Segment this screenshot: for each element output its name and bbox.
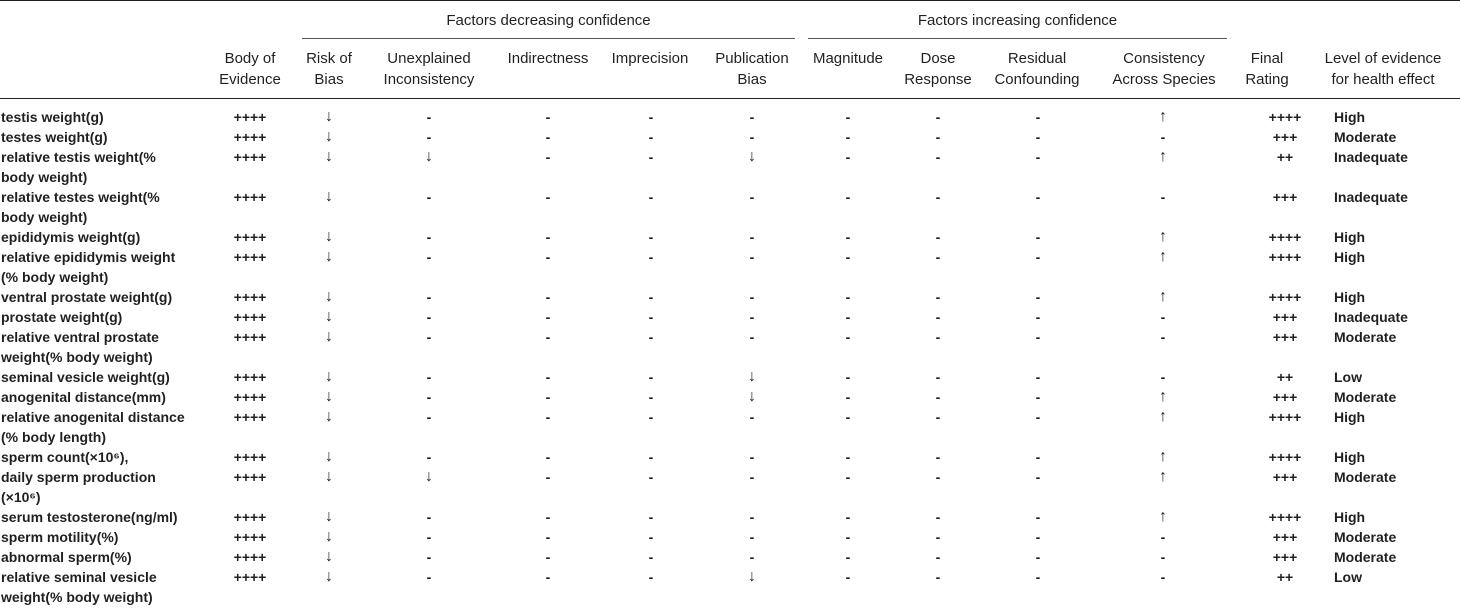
imprecision-cell: -	[648, 469, 654, 485]
table-row	[0, 447, 1460, 467]
risk-of-bias-cell: ↓	[325, 528, 333, 545]
residual-confounding-cell: -	[1035, 509, 1041, 525]
magnitude-cell: -	[845, 289, 851, 305]
outcome-name-cell	[0, 327, 210, 367]
publication-bias-cell: -	[749, 529, 755, 545]
level-of-evidence-cell: High	[1334, 509, 1366, 525]
consistency-across-species-cell: ↑	[1159, 448, 1167, 465]
risk-of-bias-cell: ↓	[325, 108, 333, 125]
unexplained-inconsistency-cell: -	[426, 409, 432, 425]
final-rating-cell: ++	[1276, 569, 1294, 585]
outcome-name-line: prostate weight(g)	[1, 309, 123, 325]
indirectness-cell: -	[545, 149, 551, 165]
publication-bias-cell: -	[749, 309, 755, 325]
publication-bias-cell: -	[749, 229, 755, 245]
outcome-name-line: (% body weight)	[1, 269, 109, 285]
indirectness-cell: -	[545, 369, 551, 385]
level-of-evidence-cell: High	[1334, 109, 1366, 125]
evidence-table-body	[0, 107, 1460, 607]
final-rating-cell: ++++	[1268, 109, 1302, 125]
header-magnitude: Magnitude	[812, 50, 884, 67]
publication-bias-cell: -	[749, 509, 755, 525]
level-of-evidence-cell: High	[1334, 229, 1366, 245]
indirectness-cell: -	[545, 469, 551, 485]
risk-of-bias-cell: ↓	[325, 248, 333, 265]
publication-bias-cell: -	[749, 129, 755, 145]
final-rating-cell: ++++	[1268, 229, 1302, 245]
decreasing-group-rule	[302, 38, 795, 39]
body-of-evidence-cell: ++++	[233, 469, 267, 485]
indirectness-cell: -	[545, 249, 551, 265]
consistency-across-species-cell: ↑	[1159, 248, 1167, 265]
imprecision-cell: -	[648, 329, 654, 345]
outcome-name-line: serum testosterone(ng/ml)	[1, 509, 178, 525]
unexplained-inconsistency-cell: -	[426, 129, 432, 145]
indirectness-cell: -	[545, 529, 551, 545]
unexplained-inconsistency-cell: -	[426, 569, 432, 585]
imprecision-cell: -	[648, 409, 654, 425]
consistency-across-species-cell: ↑	[1159, 408, 1167, 425]
level-of-evidence-cell: High	[1334, 249, 1366, 265]
indirectness-cell: -	[545, 449, 551, 465]
final-rating-cell: ++++	[1268, 449, 1302, 465]
publication-bias-cell: ↓	[748, 568, 756, 585]
risk-of-bias-cell: ↓	[325, 228, 333, 245]
imprecision-cell: -	[648, 289, 654, 305]
publication-bias-cell: -	[749, 189, 755, 205]
unexplained-inconsistency-cell: -	[426, 309, 432, 325]
unexplained-inconsistency-cell: -	[426, 549, 432, 565]
body-of-evidence-cell: ++++	[233, 329, 267, 345]
outcome-name-cell	[0, 527, 210, 547]
consistency-across-species-cell: ↑	[1159, 288, 1167, 305]
indirectness-cell: -	[545, 129, 551, 145]
magnitude-cell: -	[845, 129, 851, 145]
body-of-evidence-cell: ++++	[233, 249, 267, 265]
risk-of-bias-cell: ↓	[325, 388, 333, 405]
dose-response-cell: -	[935, 329, 941, 345]
outcome-name-line: (% body length)	[1, 429, 106, 445]
unexplained-inconsistency-cell: ↓	[425, 148, 433, 165]
final-rating-cell: +++	[1272, 189, 1298, 205]
final-rating-cell: ++++	[1268, 249, 1302, 265]
final-rating-cell: ++++	[1268, 509, 1302, 525]
final-rating-cell: +++	[1272, 549, 1298, 565]
final-rating-cell: +++	[1272, 469, 1298, 485]
magnitude-cell: -	[845, 529, 851, 545]
indirectness-cell: -	[545, 389, 551, 405]
risk-of-bias-cell: ↓	[325, 548, 333, 565]
consistency-across-species-cell: -	[1160, 189, 1166, 205]
final-rating-cell: +++	[1272, 389, 1298, 405]
residual-confounding-cell: -	[1035, 289, 1041, 305]
magnitude-cell: -	[845, 469, 851, 485]
level-of-evidence-cell: Moderate	[1334, 529, 1397, 545]
outcome-name-line: abnormal sperm(%)	[1, 549, 132, 565]
consistency-across-species-cell: -	[1160, 529, 1166, 545]
table-row	[0, 467, 1460, 507]
dose-response-cell: -	[935, 409, 941, 425]
outcome-name-line: daily sperm production	[1, 469, 156, 485]
outcome-name-cell	[0, 227, 210, 247]
dose-response-cell: -	[935, 149, 941, 165]
magnitude-cell: -	[845, 109, 851, 125]
unexplained-inconsistency-cell: -	[426, 529, 432, 545]
residual-confounding-cell: -	[1035, 129, 1041, 145]
publication-bias-cell: ↓	[748, 368, 756, 385]
header-bottom-rule	[0, 98, 1460, 99]
body-of-evidence-cell: ++++	[233, 449, 267, 465]
level-of-evidence-cell: Moderate	[1334, 329, 1397, 345]
table-row	[0, 147, 1460, 187]
residual-confounding-cell: -	[1035, 409, 1041, 425]
publication-bias-cell: -	[749, 329, 755, 345]
risk-of-bias-cell: ↓	[325, 128, 333, 145]
outcome-name-line: body weight)	[1, 169, 88, 185]
level-of-evidence-cell: High	[1334, 409, 1366, 425]
level-of-evidence-cell: High	[1334, 449, 1366, 465]
imprecision-cell: -	[648, 389, 654, 405]
outcome-name-line: weight(% body weight)	[1, 349, 153, 365]
group-title-increasing: Factors increasing confidence	[917, 12, 1118, 29]
body-of-evidence-cell: ++++	[233, 369, 267, 385]
header-publication-bias: Publication Bias	[715, 50, 789, 88]
outcome-name-cell	[0, 247, 210, 287]
level-of-evidence-cell: Moderate	[1334, 549, 1397, 565]
outcome-name-cell	[0, 127, 210, 147]
outcome-name-line: testis weight(g)	[1, 109, 104, 125]
table-row	[0, 327, 1460, 367]
table-row	[0, 527, 1460, 547]
dose-response-cell: -	[935, 129, 941, 145]
body-of-evidence-cell: ++++	[233, 389, 267, 405]
residual-confounding-cell: -	[1035, 309, 1041, 325]
magnitude-cell: -	[845, 369, 851, 385]
outcome-name-line: epididymis weight(g)	[1, 229, 141, 245]
consistency-across-species-cell: ↑	[1159, 148, 1167, 165]
magnitude-cell: -	[845, 389, 851, 405]
publication-bias-cell: -	[749, 449, 755, 465]
unexplained-inconsistency-cell: -	[426, 109, 432, 125]
magnitude-cell: -	[845, 249, 851, 265]
residual-confounding-cell: -	[1035, 249, 1041, 265]
consistency-across-species-cell: ↑	[1159, 508, 1167, 525]
consistency-across-species-cell: -	[1160, 329, 1166, 345]
header-residual-confounding: Residual Confounding	[994, 50, 1080, 88]
magnitude-cell: -	[845, 569, 851, 585]
outcome-name-line: relative testes weight(%	[1, 189, 160, 205]
dose-response-cell: -	[935, 529, 941, 545]
outcome-name-cell	[0, 287, 210, 307]
body-of-evidence-cell: ++++	[233, 549, 267, 565]
publication-bias-cell: -	[749, 469, 755, 485]
level-of-evidence-cell: Moderate	[1334, 469, 1397, 485]
publication-bias-cell: -	[749, 409, 755, 425]
publication-bias-cell: -	[749, 289, 755, 305]
magnitude-cell: -	[845, 329, 851, 345]
risk-of-bias-cell: ↓	[325, 188, 333, 205]
unexplained-inconsistency-cell: -	[426, 369, 432, 385]
indirectness-cell: -	[545, 509, 551, 525]
indirectness-cell: -	[545, 329, 551, 345]
body-of-evidence-cell: ++++	[233, 189, 267, 205]
consistency-across-species-cell: -	[1160, 569, 1166, 585]
outcome-name-line: body weight)	[1, 209, 88, 225]
table-row	[0, 287, 1460, 307]
residual-confounding-cell: -	[1035, 469, 1041, 485]
consistency-across-species-cell: -	[1160, 309, 1166, 325]
table-row	[0, 307, 1460, 327]
body-of-evidence-cell: ++++	[233, 149, 267, 165]
body-of-evidence-cell: ++++	[233, 569, 267, 585]
imprecision-cell: -	[648, 369, 654, 385]
table-row	[0, 507, 1460, 527]
body-of-evidence-cell: ++++	[233, 229, 267, 245]
outcome-name-line: relative anogenital distance	[1, 409, 185, 425]
table-row	[0, 187, 1460, 227]
outcome-name-line: anogenital distance(mm)	[1, 389, 166, 405]
indirectness-cell: -	[545, 229, 551, 245]
residual-confounding-cell: -	[1035, 529, 1041, 545]
final-rating-cell: ++	[1276, 149, 1294, 165]
unexplained-inconsistency-cell: -	[426, 249, 432, 265]
header-level-of-evidence: Level of evidence for health effect	[1324, 50, 1442, 88]
magnitude-cell: -	[845, 149, 851, 165]
magnitude-cell: -	[845, 409, 851, 425]
imprecision-cell: -	[648, 509, 654, 525]
indirectness-cell: -	[545, 309, 551, 325]
residual-confounding-cell: -	[1035, 449, 1041, 465]
table-row	[0, 567, 1460, 607]
risk-of-bias-cell: ↓	[325, 448, 333, 465]
dose-response-cell: -	[935, 109, 941, 125]
outcome-name-line: sperm count(×10⁶),	[1, 449, 129, 465]
header-unexplained-inconsistency: Unexplained Inconsistency	[383, 50, 475, 88]
outcome-name-cell	[0, 567, 210, 607]
imprecision-cell: -	[648, 149, 654, 165]
body-of-evidence-cell: ++++	[233, 129, 267, 145]
outcome-name-line: relative ventral prostate	[1, 329, 159, 345]
header-risk-of-bias: Risk of Bias	[306, 50, 352, 88]
header-indirectness: Indirectness	[507, 50, 589, 67]
unexplained-inconsistency-cell: ↓	[425, 468, 433, 485]
imprecision-cell: -	[648, 189, 654, 205]
consistency-across-species-cell: ↑	[1159, 388, 1167, 405]
risk-of-bias-cell: ↓	[325, 368, 333, 385]
header-imprecision: Imprecision	[611, 50, 689, 67]
body-of-evidence-cell: ++++	[233, 409, 267, 425]
outcome-name-line: ventral prostate weight(g)	[1, 289, 173, 305]
outcome-name-cell	[0, 447, 210, 467]
residual-confounding-cell: -	[1035, 329, 1041, 345]
residual-confounding-cell: -	[1035, 229, 1041, 245]
indirectness-cell: -	[545, 409, 551, 425]
imprecision-cell: -	[648, 549, 654, 565]
dose-response-cell: -	[935, 549, 941, 565]
magnitude-cell: -	[845, 229, 851, 245]
consistency-across-species-cell: ↑	[1159, 108, 1167, 125]
table-row	[0, 127, 1460, 147]
level-of-evidence-cell: Moderate	[1334, 389, 1397, 405]
publication-bias-cell: -	[749, 249, 755, 265]
dose-response-cell: -	[935, 449, 941, 465]
dose-response-cell: -	[935, 569, 941, 585]
final-rating-cell: +++	[1272, 309, 1298, 325]
table-row	[0, 247, 1460, 287]
publication-bias-cell: -	[749, 549, 755, 565]
publication-bias-cell: ↓	[748, 148, 756, 165]
level-of-evidence-cell: High	[1334, 289, 1366, 305]
dose-response-cell: -	[935, 369, 941, 385]
outcome-name-cell	[0, 147, 210, 187]
indirectness-cell: -	[545, 109, 551, 125]
consistency-across-species-cell: ↑	[1159, 468, 1167, 485]
dose-response-cell: -	[935, 189, 941, 205]
final-rating-cell: ++	[1276, 369, 1294, 385]
level-of-evidence-cell: Moderate	[1334, 129, 1397, 145]
header-dose-response: Dose Response	[904, 50, 972, 88]
unexplained-inconsistency-cell: -	[426, 449, 432, 465]
imprecision-cell: -	[648, 569, 654, 585]
outcome-name-line: relative testis weight(%	[1, 149, 156, 165]
risk-of-bias-cell: ↓	[325, 508, 333, 525]
dose-response-cell: -	[935, 509, 941, 525]
outcome-name-cell	[0, 507, 210, 527]
unexplained-inconsistency-cell: -	[426, 229, 432, 245]
consistency-across-species-cell: -	[1160, 369, 1166, 385]
imprecision-cell: -	[648, 449, 654, 465]
unexplained-inconsistency-cell: -	[426, 509, 432, 525]
residual-confounding-cell: -	[1035, 549, 1041, 565]
magnitude-cell: -	[845, 509, 851, 525]
final-rating-cell: ++++	[1268, 409, 1302, 425]
residual-confounding-cell: -	[1035, 109, 1041, 125]
dose-response-cell: -	[935, 309, 941, 325]
outcome-name-line: sperm motility(%)	[1, 529, 119, 545]
outcome-name-cell	[0, 467, 210, 507]
table-row	[0, 367, 1460, 387]
dose-response-cell: -	[935, 289, 941, 305]
outcome-name-cell	[0, 387, 210, 407]
residual-confounding-cell: -	[1035, 189, 1041, 205]
unexplained-inconsistency-cell: -	[426, 389, 432, 405]
imprecision-cell: -	[648, 109, 654, 125]
imprecision-cell: -	[648, 129, 654, 145]
imprecision-cell: -	[648, 309, 654, 325]
indirectness-cell: -	[545, 569, 551, 585]
level-of-evidence-cell: Inadequate	[1334, 309, 1408, 325]
body-of-evidence-cell: ++++	[233, 289, 267, 305]
risk-of-bias-cell: ↓	[325, 468, 333, 485]
risk-of-bias-cell: ↓	[325, 568, 333, 585]
unexplained-inconsistency-cell: -	[426, 289, 432, 305]
final-rating-cell: +++	[1272, 129, 1298, 145]
increasing-group-rule	[808, 38, 1227, 39]
table-top-rule	[0, 0, 1460, 1]
consistency-across-species-cell: -	[1160, 129, 1166, 145]
outcome-name-line: testes weight(g)	[1, 129, 108, 145]
final-rating-cell: +++	[1272, 329, 1298, 345]
publication-bias-cell: ↓	[748, 388, 756, 405]
residual-confounding-cell: -	[1035, 149, 1041, 165]
indirectness-cell: -	[545, 189, 551, 205]
outcome-name-line: (×10⁶)	[1, 489, 41, 505]
outcome-name-cell	[0, 547, 210, 567]
level-of-evidence-cell: Low	[1334, 569, 1362, 585]
table-row	[0, 407, 1460, 447]
outcome-name-line: weight(% body weight)	[1, 589, 153, 605]
outcome-name-line: relative epididymis weight	[1, 249, 176, 265]
level-of-evidence-cell: Low	[1334, 369, 1362, 385]
final-rating-cell: +++	[1272, 529, 1298, 545]
table-row	[0, 547, 1460, 567]
body-of-evidence-cell: ++++	[233, 109, 267, 125]
magnitude-cell: -	[845, 189, 851, 205]
consistency-across-species-cell: ↑	[1159, 228, 1167, 245]
header-body-of-evidence: Body of Evidence	[219, 50, 281, 88]
body-of-evidence-cell: ++++	[233, 509, 267, 525]
imprecision-cell: -	[648, 249, 654, 265]
outcome-name-cell	[0, 307, 210, 327]
outcome-name-line: relative seminal vesicle	[1, 569, 157, 585]
outcome-name-line: seminal vesicle weight(g)	[1, 369, 170, 385]
risk-of-bias-cell: ↓	[325, 288, 333, 305]
imprecision-cell: -	[648, 529, 654, 545]
body-of-evidence-cell: ++++	[233, 309, 267, 325]
residual-confounding-cell: -	[1035, 569, 1041, 585]
risk-of-bias-cell: ↓	[325, 408, 333, 425]
dose-response-cell: -	[935, 229, 941, 245]
dose-response-cell: -	[935, 469, 941, 485]
header-final-rating: Final Rating	[1245, 50, 1289, 88]
consistency-across-species-cell: -	[1160, 549, 1166, 565]
imprecision-cell: -	[648, 229, 654, 245]
dose-response-cell: -	[935, 249, 941, 265]
outcome-name-cell	[0, 107, 210, 127]
risk-of-bias-cell: ↓	[325, 328, 333, 345]
risk-of-bias-cell: ↓	[325, 148, 333, 165]
level-of-evidence-cell: Inadequate	[1334, 189, 1408, 205]
table-row	[0, 387, 1460, 407]
outcome-name-cell	[0, 367, 210, 387]
body-of-evidence-cell: ++++	[233, 529, 267, 545]
magnitude-cell: -	[845, 449, 851, 465]
magnitude-cell: -	[845, 549, 851, 565]
risk-of-bias-cell: ↓	[325, 308, 333, 325]
unexplained-inconsistency-cell: -	[426, 189, 432, 205]
level-of-evidence-cell: Inadequate	[1334, 149, 1408, 165]
dose-response-cell: -	[935, 389, 941, 405]
group-title-decreasing: Factors decreasing confidence	[446, 12, 651, 29]
indirectness-cell: -	[545, 289, 551, 305]
table-row	[0, 227, 1460, 247]
residual-confounding-cell: -	[1035, 369, 1041, 385]
outcome-name-cell	[0, 407, 210, 447]
magnitude-cell: -	[845, 309, 851, 325]
table-row	[0, 107, 1460, 127]
header-consistency-across-species: Consistency Across Species	[1112, 50, 1216, 88]
final-rating-cell: ++++	[1268, 289, 1302, 305]
unexplained-inconsistency-cell: -	[426, 329, 432, 345]
residual-confounding-cell: -	[1035, 389, 1041, 405]
outcome-name-cell	[0, 187, 210, 227]
indirectness-cell: -	[545, 549, 551, 565]
publication-bias-cell: -	[749, 109, 755, 125]
